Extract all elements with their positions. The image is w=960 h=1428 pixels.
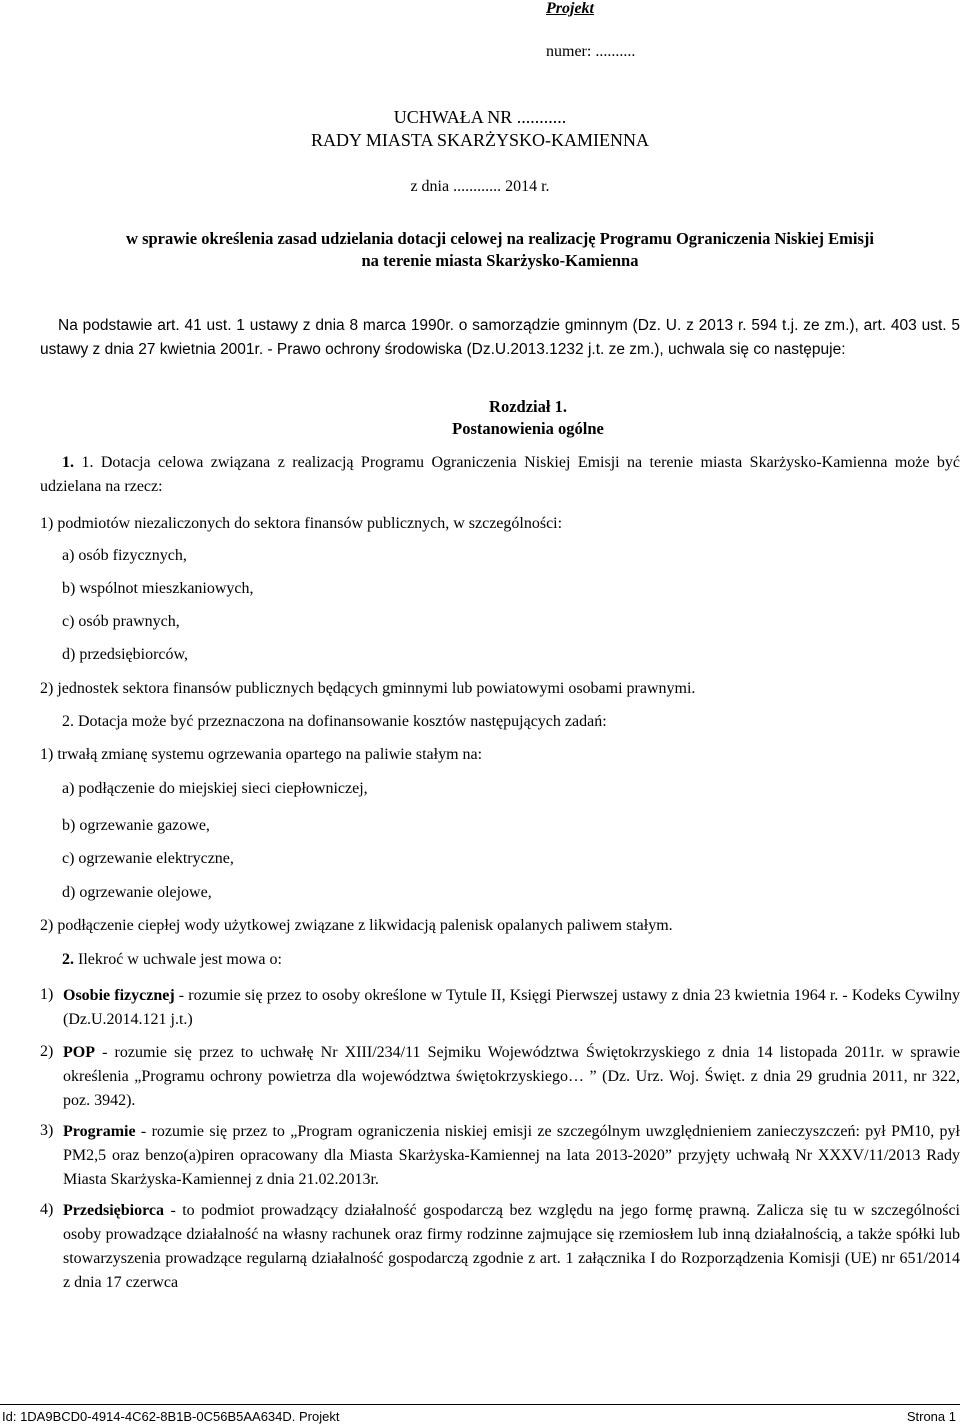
- p2-item-b: b) ogrzewanie gazowe,: [62, 817, 210, 834]
- section-2-mark: 2.: [62, 951, 74, 968]
- definition-2-term: POP: [63, 1044, 95, 1061]
- section-1-mark: 1.: [62, 454, 74, 471]
- legal-basis: [40, 314, 960, 362]
- document-number: numer: ..........: [546, 43, 636, 60]
- definition-4-text: - to podmiot prowadzący działalność gospodarczą bez względu na jego formę prawną. Zalicza się tu w szczególności osoby prowadzące działalność na własny rachunek oraz firmy rodzinne zajmujące się rzemiosłem lub inną działalnością, a także spółki lub stowarzyszenia prowadzące regularną działalność gospodarczą zgodnie z art. 1 załącznika I do Rozporządzenia Komisji (UE) nr 651/2014 z dnia 17 czerwca: [63, 1202, 960, 1291]
- definition-3: [40, 1120, 960, 1192]
- point-1-number: 1.: [81, 454, 94, 471]
- point-1-text: Dotacja celowa związana z realizacją Programu Ograniczenia Niskiej Emisji na terenie miasta Skarżysko-Kamienna może być udzielana na rzecz:: [40, 454, 960, 495]
- p1-item-b: b) wspólnot mieszkaniowych,: [62, 580, 254, 597]
- definition-2-text: - rozumie się przez to uchwałę Nr XIII/234/11 Sejmiku Województwa Świętokrzyskiego z dnia 14 listopada 2011r. w sprawie określenia „Programu ochrony powietrza dla województwa świętokrzyskiego… ” (Dz. Urz. Woj. Święt. z dnia 29 grudnia 2011, nr 322, poz. 3942).: [63, 1044, 960, 1109]
- projekt-label: Projekt: [546, 0, 594, 17]
- section-2-intro: [62, 949, 282, 971]
- section-1-point-2: 2. Dotacja może być przeznaczona na dofinansowanie kosztów następujących zadań:: [62, 713, 607, 730]
- section-2-intro-text: Ilekroć w uchwale jest mowa o:: [78, 951, 282, 968]
- p1-item-a: a) osób fizycznych,: [62, 547, 187, 564]
- definition-4-number: 4): [40, 1201, 54, 1218]
- definition-4: [40, 1199, 960, 1295]
- p1-item-2: 2) jednostek sektora finansów publicznych będących gminnymi lub powiatowymi osobami prawnymi.: [40, 680, 696, 697]
- subject-line-1: w sprawie określenia zasad udzielania dotacji celowej na realizację Programu Ograniczenia Niskiej Emisji: [126, 229, 874, 248]
- definition-1: [40, 984, 960, 1032]
- definition-1-number: 1): [40, 986, 54, 1003]
- definition-4-term: Przedsiębiorca: [63, 1202, 165, 1219]
- p2-item-a: a) podłączenie do miejskiej sieci ciepłowniczej,: [62, 780, 368, 797]
- section-1-point-1: [40, 451, 960, 499]
- definition-3-number: 3): [40, 1122, 54, 1139]
- chapter-title: Postanowienia ogólne: [452, 419, 604, 438]
- subject-line-2: na terenie miasta Skarżysko-Kamienna: [361, 251, 639, 270]
- p2-item-1: 1) trwałą zmianę systemu ogrzewania opartego na paliwie stałym na:: [40, 746, 483, 763]
- p2-item-c: c) ogrzewanie elektryczne,: [62, 850, 234, 867]
- p1-item-1: 1) podmiotów niezaliczonych do sektora finansów publicznych, w szczególności:: [40, 515, 563, 532]
- resolution-title: UCHWAŁA NR ...........: [393, 107, 567, 127]
- council-name: RADY MIASTA SKARŻYSKO-KAMIENNA: [311, 130, 649, 150]
- p2-item-d: d) ogrzewanie olejowe,: [62, 884, 212, 901]
- legal-basis-text: Na podstawie art. 41 ust. 1 ustawy z dnia 8 marca 1990r. o samorządzie gminnym (Dz. U. z 2013 r. 594 t.j. ze zm.), art. 403 ust. 5 ustawy z dnia 27 kwietnia 2001r. - Prawo ochrony środowiska (Dz.U.2013.1232 j.t. ze zm.), uchwala się co następuje:: [40, 317, 960, 358]
- resolution-date: z dnia ............ 2014 r.: [410, 178, 550, 195]
- chapter-number: Rozdział 1.: [489, 397, 567, 416]
- document-id: Id: 1DA9BCD0-4914-4C62-8B1B-0C56B5AA634D. Projekt: [2, 1409, 340, 1424]
- page-number: Strona 1: [906, 1409, 956, 1424]
- definition-3-term: Programie: [63, 1123, 136, 1140]
- page-footer: [0, 1404, 960, 1428]
- definition-1-term: Osobie fizycznej: [63, 987, 175, 1004]
- definition-3-text: - rozumie się przez to „Program ograniczenia niskiej emisji ze szczególnym uwzględnieniem zanieczyszczeń: pył PM10, pył PM2,5 oraz benzo(a)piren opracowany dla Miasta Skarżyska-Kamiennej na lata 2013-2020” przyjęty uchwałą Nr XXXV/11/2013 Rady Miasta Skarżyska-Kamiennej z dnia 21.02.2013r.: [63, 1123, 960, 1188]
- p2-item-2: 2) podłączenie ciepłej wody użytkowej związane z likwidacją palenisk opalanych paliwem stałym.: [40, 917, 673, 934]
- p1-item-d: d) przedsiębiorców,: [62, 646, 189, 663]
- p1-item-c: c) osób prawnych,: [62, 613, 180, 630]
- definition-2: [40, 1041, 960, 1113]
- definition-2-number: 2): [40, 1043, 54, 1060]
- definition-1-text: - rozumie się przez to osoby określone w Tytule II, Księgi Pierwszej ustawy z dnia 23 kwietnia 1964 r. - Kodeks Cywilny (Dz.U.2014.121 j.t.): [63, 987, 960, 1028]
